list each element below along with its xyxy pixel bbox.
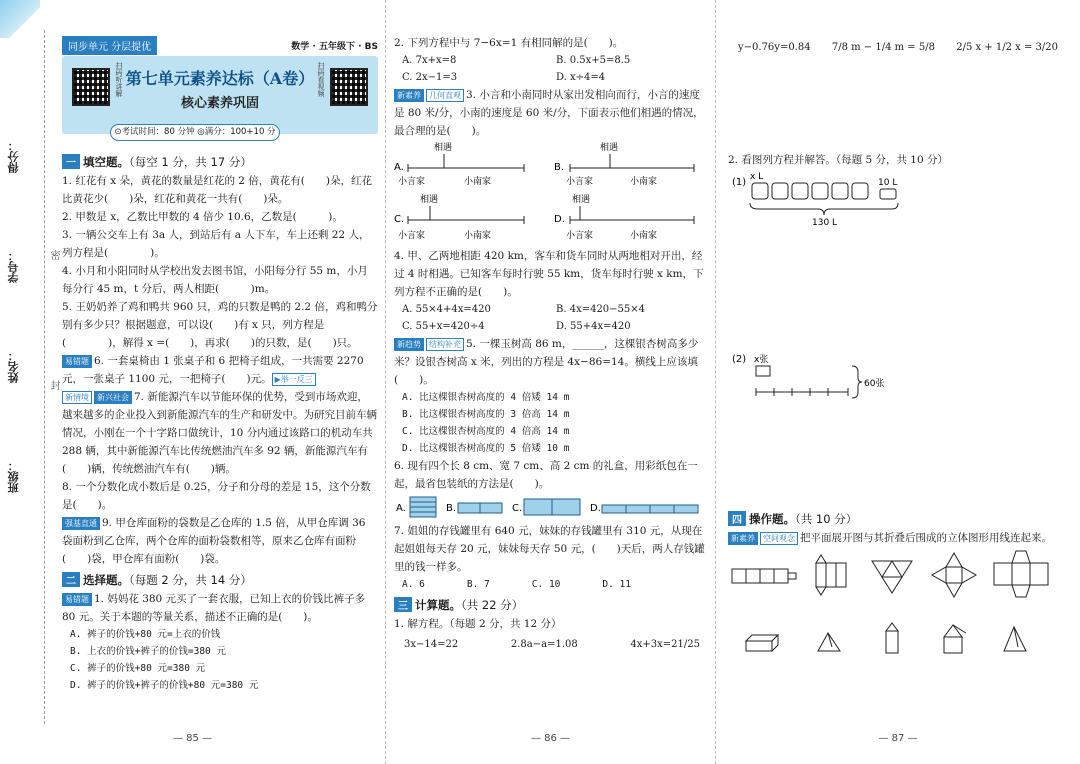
segments-diagram (728, 352, 1068, 404)
page-number-85: — 85 — (172, 733, 213, 744)
row-flat-icon (602, 505, 698, 513)
choice-question-5-text: 5. 一棵玉树高 86 m，______，这棵银杏树高多少米？设银杏树高 x 米，列出的方程是 4x−86=14。横线上应该填( )。 (394, 338, 699, 386)
page-86 (385, 0, 715, 764)
page-number-87: — 87 — (878, 733, 918, 744)
option-d-label: D. (590, 503, 601, 514)
meet-label: 相遇 (600, 143, 619, 153)
solid-cube-pyramid-icon (944, 625, 966, 653)
section-number: 二 (62, 572, 80, 587)
two-by-two-flat-icon (458, 503, 502, 513)
operation-text: 把平面展开图与其折叠后围成的立体图形用线连起来。 (800, 532, 1052, 544)
student-id-label: 学号： (7, 250, 20, 283)
fill-question-4: 4. 小月和小阳同时从学校出发去图书馆，小阳每分行 55 m，小月每分行 45 m，t 分后，两人相距( )m。 (62, 265, 368, 295)
choice-question-5 (394, 335, 710, 389)
foundation-badge: 强基直通 (62, 517, 100, 530)
choice-option: A. 55×4+4x=420 (402, 304, 491, 315)
solid-prism-icon (886, 623, 898, 653)
fill-question-7-text: 7. 新能源汽车以节能环保的优势，受到市场欢迎，越来越多的企业投入到新能源汽车的生产和研发中。为研究目前车辆情况，小刚在一个十字路口做统计，10 分内通过该路口的机动车共 288 辆，其中新能源汽车比传统燃油汽车多 92 辆，新能源汽车有( )辆，传统燃油汽车有( )辆。 (62, 391, 377, 475)
section-title: 操作题。 (749, 512, 795, 526)
seal-mark-2: 封 (48, 380, 59, 390)
choice-option: B. 比这棵银杏树高度的 3 倍高 14 m (402, 409, 570, 420)
buckets-diagram (728, 169, 1068, 229)
choice-option: C. 2x−1=3 (402, 72, 458, 83)
choice-option: A. 6 (402, 579, 425, 590)
fill-question-1: 1. 红花有 x 朵，黄花的数量是红花的 2 倍，黄花有( )朵，红花比黄花少( )朵，红花和黄花一共有( )朵。 (62, 175, 373, 205)
subject-label: 数学 · 五年级下 · BS (291, 42, 378, 52)
operation-question (728, 529, 1068, 547)
choice-option: B. 7 (466, 579, 490, 590)
net-pyramid-icon (932, 553, 976, 597)
page-85 (0, 0, 385, 764)
total-brace (750, 203, 898, 215)
choice-option: D. 55+4x=420 (556, 321, 631, 332)
choice-2-options (394, 52, 710, 86)
bucket-unit-label: x L (750, 172, 764, 182)
fill-question-9 (62, 514, 378, 568)
net-triangle-prism-icon (816, 555, 846, 595)
exam-title: 第七单元素养达标（A卷） (125, 69, 315, 88)
diagram-a (394, 141, 524, 187)
net-hex-prism-icon (994, 551, 1048, 597)
home-b-label: 小南家 (464, 177, 492, 187)
stacked-boxes-icon (410, 497, 436, 517)
choice-option: C. 10 (531, 579, 561, 590)
figure-2-label: (2) (732, 354, 747, 365)
diagram-label-b: B. (554, 162, 565, 173)
choice-option: D. 比这棵银杏树高度的 5 倍矮 10 m (402, 443, 570, 454)
equation: 2/5 x + 1/2 x = 3/20 (956, 42, 1058, 53)
choice-option: B. 上衣的价钱+裤子的价钱=380 元 (70, 646, 226, 657)
section-note: （每题 2 分，共 14 分） (129, 573, 252, 587)
choice-question-3-text: 3. 小言和小南同时从家出发相向而行，小言的速度是 80 米/分，小南的速度是 60 米/分，下面表示他们相遇的情况，最合理的是( )。 (394, 89, 704, 137)
choice-option: A. 比这棵银杏树高度的 4 倍矮 14 m (402, 392, 570, 403)
title-box (62, 56, 378, 134)
exam-subtitle: 核心素养巩固 (180, 96, 259, 111)
choice-option: D. x÷4=4 (556, 72, 606, 83)
choice-question-1-text: 1. 妈妈花 380 元买了一套衣服，已知上衣的价钱比裤子多 80 元。关于本题的等量关系，描述不正确的是( )。 (62, 593, 366, 623)
new-context-badge: 新情境 (62, 391, 92, 404)
new-literacy-badge: 新素养 (728, 532, 758, 545)
option-c-label: C. (512, 503, 523, 514)
new-trend-badge: 新趋势 (394, 338, 424, 351)
home-a-label: 小言家 (398, 177, 426, 187)
choice-option: B. 0.5x+5=8.5 (556, 55, 631, 66)
section-title: 填空题。 (83, 155, 129, 169)
page-header (62, 36, 378, 54)
diagram-label-d: D. (554, 214, 565, 225)
name-label: 姓名： (7, 350, 20, 383)
page86-content (394, 34, 710, 656)
net-prism-icon (732, 569, 796, 583)
society-badge: 新兴社会 (94, 391, 132, 404)
fill-question-8: 8. 一个分数化成小数后是 0.25，分子和分母的差是 15，这个分数是( )。 (62, 481, 371, 511)
fill-question-6 (62, 352, 378, 388)
fill-question-6-text: 6. 一套桌椅由 1 张桌子和 6 把椅子组成，一共需要 2270 元，一张桌子 1100 元，一把椅子( )元。 (62, 355, 364, 385)
equation: 4x+3x=21/25 (630, 639, 700, 650)
fill-question-7 (62, 388, 378, 478)
home-b-label: 小南家 (630, 231, 658, 241)
nets-and-solids (728, 547, 1068, 667)
fill-question-5: 5. 王奶奶养了鸡和鸭共 960 只，鸡的只数是鸭的 2.2 倍，鸡和鸭分别有多少只？根据题意，可以设( )有 x 只，列方程是( )，解得 x =( )，再求( )的只数，是( )只。 (62, 301, 378, 349)
equation-row (394, 633, 710, 656)
total-volume-label: 130 L (812, 218, 838, 228)
equation: 2.8a−a=1.08 (510, 639, 578, 650)
choice-question-4: 4. 甲、乙两地相距 420 km，客车和货车同时从两地相对开出，经过 4 时相遇。已知客车每时行驶 55 km，货车每时行驶 x km，下列方程不正确的是( )。 (394, 250, 704, 298)
class-label: 班级： (7, 460, 20, 493)
choice-question-3 (394, 86, 710, 140)
page-number-86: — 86 — (530, 733, 571, 744)
equation: 7/8 m − 1/4 m = 5/8 (831, 42, 935, 53)
home-a-label: 小言家 (566, 231, 594, 241)
section-note: （共 22 分） (461, 598, 524, 612)
solid-cuboid-icon (746, 635, 778, 651)
fill-question-2: 2. 甲数是 x，乙数比甲数的 4 倍少 10.6，乙数是( )。 (62, 211, 343, 223)
choice-question-7: 7. 姐姐的存钱罐里有 640 元，妹妹的存钱罐里有 310 元，从现在起姐姐每天存 20 元，妹妹每天存 50 元，( )天后，两人存钱罐里的钱一样多。 (394, 525, 705, 573)
fill-question-9-text: 9. 甲仓库面粉的袋数是乙仓库的 1.5 倍，从甲仓库调 36 袋面粉到乙仓库，两个仓库的面粉袋数相等，原来乙仓库有面粉( )袋，甲仓库有面粉( )袋。 (62, 517, 366, 565)
choice-4-options (394, 301, 710, 335)
home-b-label: 小南家 (630, 177, 658, 187)
solid-tetrahedron-icon (818, 633, 840, 651)
easy-wrong-badge: 易错题 (62, 355, 92, 368)
exam-info: ⊙考试时间：80 分钟 ◎满分：100+10 分 (110, 124, 280, 141)
choice-question-6: 6. 现有四个长 8 cm、宽 7 cm、高 2 cm 的礼盒，用彩纸包在一起，最省包装纸的方法是( )。 (394, 460, 698, 490)
choice-option: A. 裤子的价钱+80 元=上衣的价钱 (70, 629, 221, 640)
choice-option: C. 比这棵银杏树高度的 4 倍高 14 m (402, 426, 570, 437)
diagram-label-a: A. (394, 162, 404, 173)
page87-content (728, 34, 1068, 670)
section-number: 三 (394, 597, 412, 612)
home-a-label: 小言家 (398, 231, 426, 241)
choice-option: C. 裤子的价钱+80 元=380 元 (70, 663, 206, 674)
cut-line (44, 30, 45, 724)
figure-1-label: (1) (732, 177, 747, 188)
diagram-d (554, 193, 694, 241)
fill-question-3: 3. 一辆公交车上有 3a 人，到站后有 a 人下车，车上还剩 22 人，列方程是( )。 (62, 229, 370, 259)
home-b-label: 小南家 (464, 231, 492, 241)
choice-option: D. 裤子的价钱+裤子的价钱+80 元=380 元 (70, 680, 259, 691)
new-literacy-badge: 新素养 (394, 89, 424, 102)
calc-question-2: 2. 看图列方程并解答。（每题 5 分，共 10 分） (728, 154, 948, 166)
qr-right-caption: 扫码看视频 (317, 62, 325, 97)
total-count-label: 60张 (864, 379, 885, 389)
structure-badge: 结构补充 (426, 338, 464, 351)
diagram-b (554, 141, 694, 187)
choice-option: A. 7x+x=8 (402, 55, 457, 66)
nets-row (732, 551, 1048, 597)
choice-option: D. 11 (602, 579, 631, 590)
section-calc-header (394, 597, 710, 613)
solids-row (746, 623, 1026, 653)
option-a-label: A. (396, 503, 406, 514)
extra-volume-label: 10 L (878, 178, 898, 188)
equation: y−0.76y=0.84 (738, 42, 811, 53)
page85-content (62, 150, 378, 694)
series-tag: 同步单元 分层提优 (62, 36, 157, 55)
meet-label: 相遇 (572, 195, 591, 205)
calc-question-1: 1. 解方程。（每题 2 分，共 12 分） (394, 618, 562, 630)
seal-mark-1: 密 (48, 250, 59, 260)
section-fill-header (62, 154, 378, 170)
choice-option: C. 55+x=420÷4 (402, 321, 485, 332)
qr-left-caption: 扫码听讲解 (115, 62, 123, 97)
section-note: （共 10 分） (795, 512, 858, 526)
choice-option: B. 4x=420−55×4 (556, 304, 646, 315)
option-b-label: B. (446, 503, 457, 514)
score-label: 得分： (7, 140, 20, 173)
section-title: 选择题。 (83, 573, 129, 587)
practice-link[interactable]: ▶举一反三 (272, 373, 316, 386)
qr-code-right-icon (330, 68, 368, 106)
section-operation-header (728, 511, 1068, 527)
section-number: 一 (62, 154, 80, 169)
solid-pyramid-icon (1004, 627, 1026, 651)
geometry-badge: 几何直观 (426, 89, 464, 102)
section-note: （每空 1 分，共 17 分） (129, 155, 252, 169)
diagram-c (394, 193, 524, 241)
meet-label: 相遇 (420, 195, 439, 205)
binding-margin (0, 0, 58, 764)
choice-question-2: 2. 下列方程中与 7−6x=1 有相同解的是( )。 (394, 37, 624, 49)
total-brace (852, 366, 862, 398)
square-flat-icon (524, 499, 580, 515)
easy-wrong-badge: 易错题 (62, 593, 92, 606)
gift-box-options (394, 493, 710, 519)
equation: 3x−14=22 (404, 639, 459, 650)
section-choice-header (62, 572, 378, 588)
segment-unit-label: x张 (754, 355, 769, 365)
net-tetrahedron-icon (872, 561, 912, 593)
meet-label: 相遇 (434, 143, 453, 153)
space-concept-badge: 空间观念 (760, 532, 798, 545)
diagram-label-c: C. (394, 214, 405, 225)
choice-7-options (394, 576, 710, 593)
equation-row (728, 34, 1068, 59)
section-number: 四 (728, 511, 746, 526)
bucket-icons (752, 183, 896, 199)
page-87 (715, 0, 1080, 764)
section-title: 计算题。 (415, 598, 461, 612)
short-segment (756, 366, 770, 376)
choice-question-1 (62, 590, 378, 626)
meeting-diagrams (394, 140, 710, 244)
home-a-label: 小言家 (566, 177, 594, 187)
